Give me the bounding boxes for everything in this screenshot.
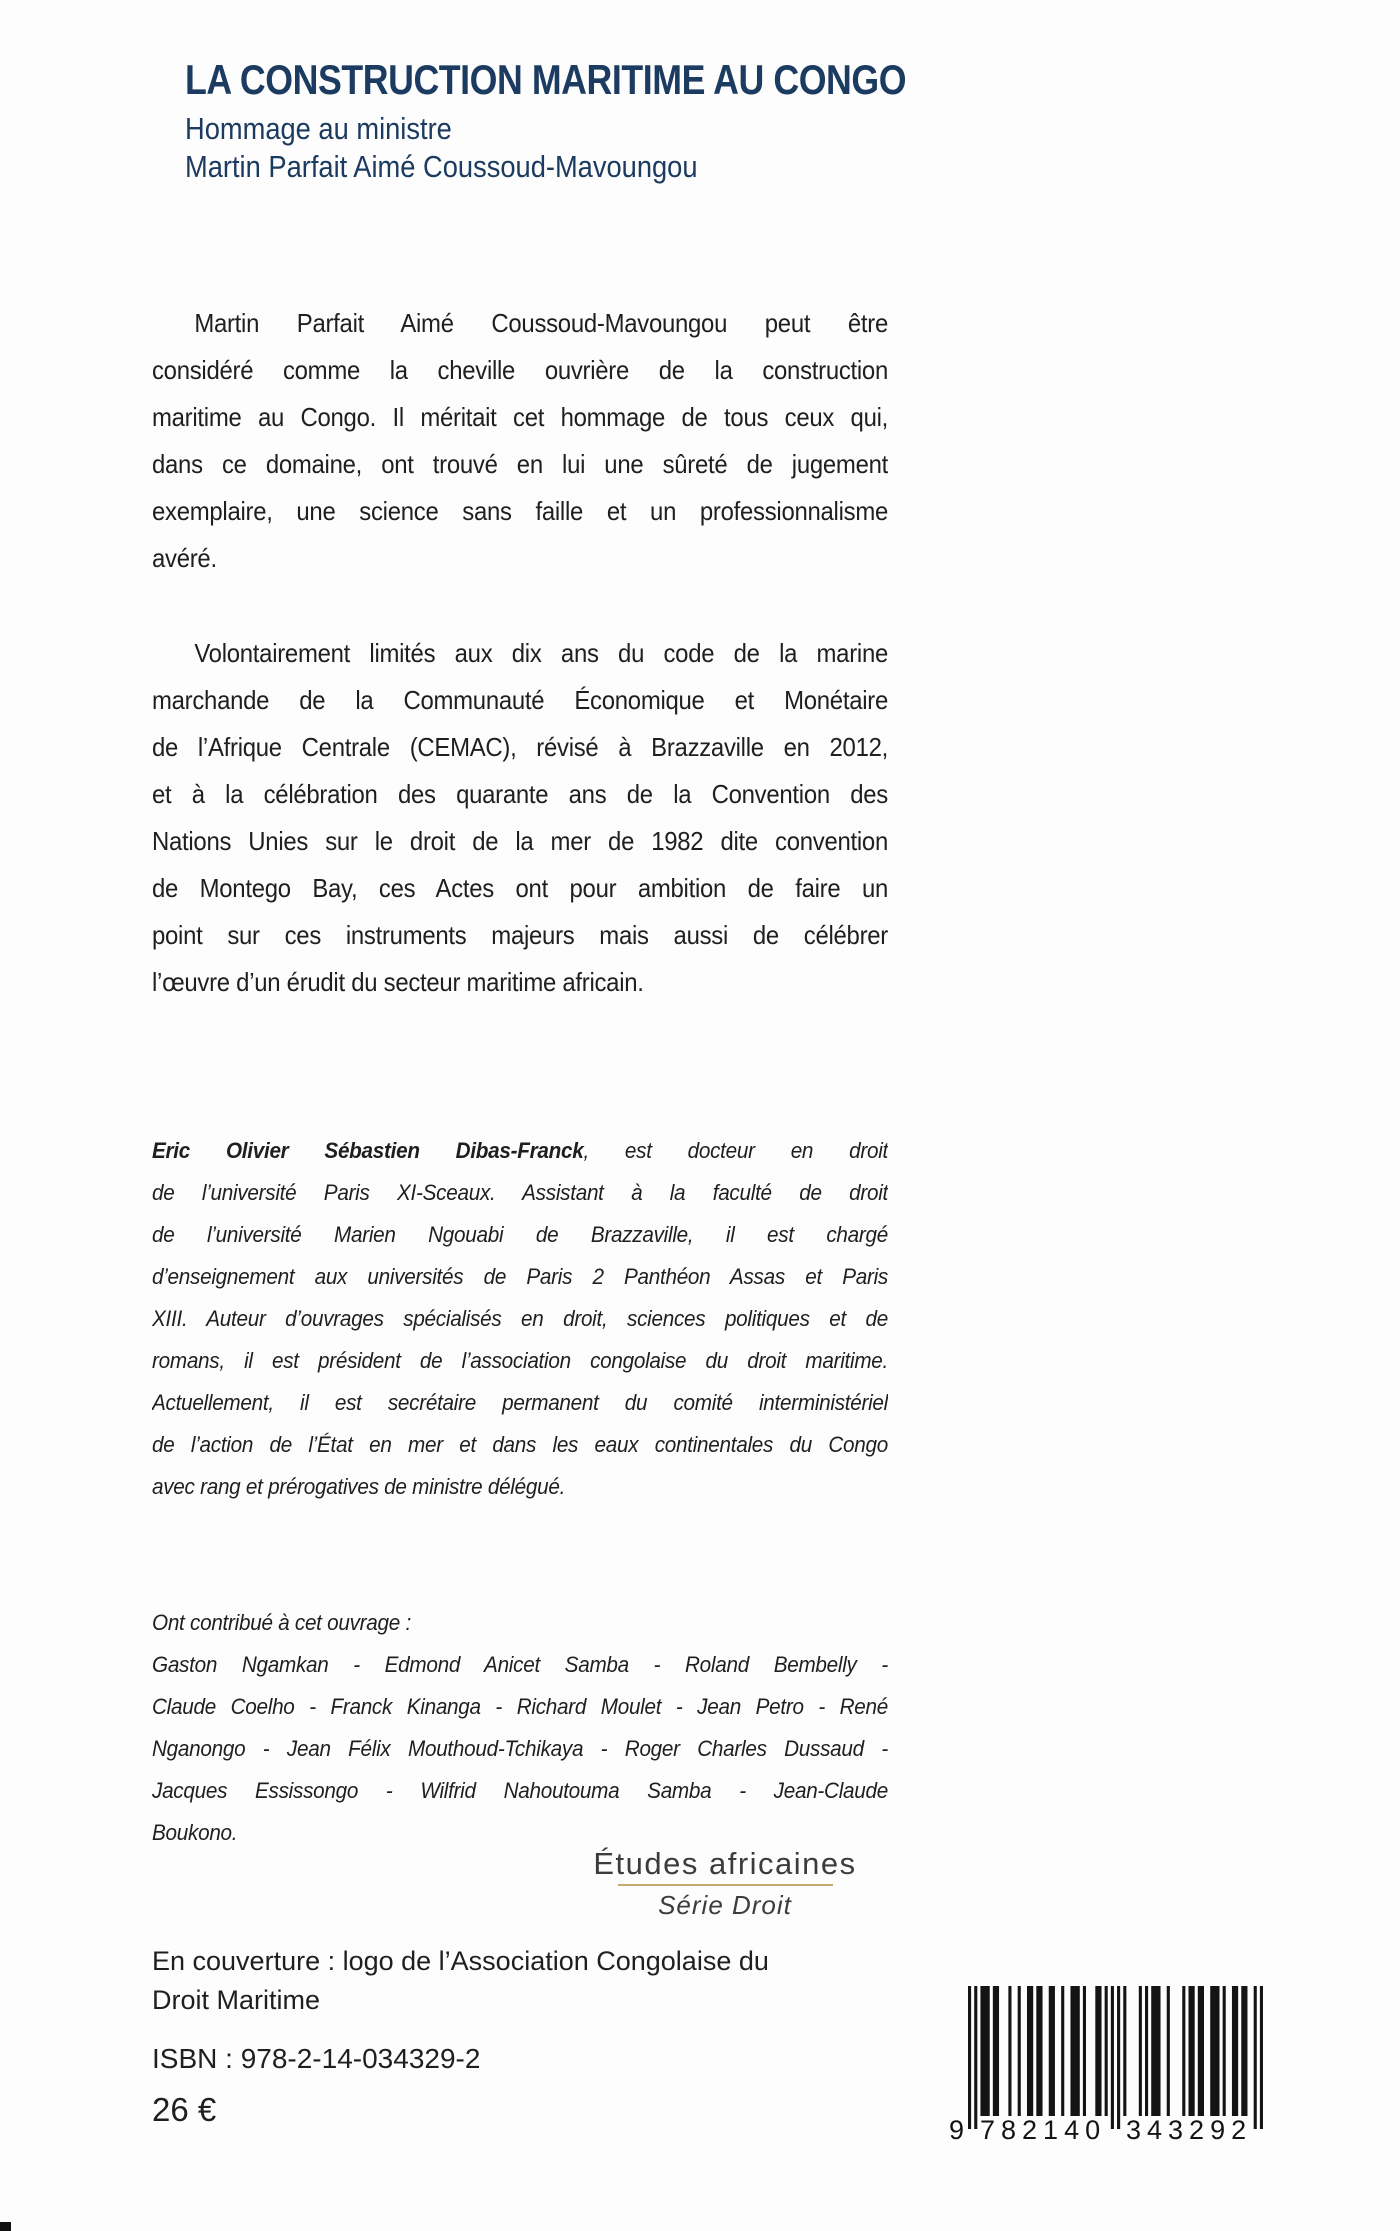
- text-line: Droit Maritime: [152, 1985, 321, 2015]
- page-title-text: LA CONSTRUCTION MARITIME AU CONGO: [185, 56, 907, 103]
- collection-name: Études africaines: [593, 1846, 857, 1881]
- text-line: Eric Olivier Sébastien Dibas-Franck, est docteur en droit: [152, 1138, 888, 1163]
- text-line: En couverture : logo de l’Association Congolaise du: [152, 1946, 769, 1976]
- author-bio: [152, 1130, 888, 1508]
- text-line: de l’université Marien Ngouabi de Brazzaville, il est chargé: [152, 1222, 888, 1247]
- synopsis-paragraph-1: [152, 300, 888, 582]
- collection-mark: [450, 1846, 1000, 1920]
- scan-artifact-mark: [0, 2222, 11, 2231]
- synopsis-paragraph-2: [152, 630, 888, 1006]
- text-line: exemplaire, une science sans faille et un professionnalisme: [152, 496, 888, 526]
- text-line: Nations Unies sur le droit de la mer de 1982 dite convention: [152, 826, 888, 856]
- collection-underline: [618, 1884, 833, 1886]
- text-line: Martin Parfait Aimé Coussoud-Mavoungou peut être: [194, 308, 888, 338]
- subtitle-line-2: Martin Parfait Aimé Coussoud-Mavoungou: [185, 149, 698, 184]
- isbn-text: ISBN : 978-2-14-034329-2: [152, 2043, 481, 2074]
- text-line: Volontairement limités aux dix ans du code de la marine: [194, 638, 888, 668]
- text-line: et à la célébration des quarante ans de la Convention des: [152, 779, 888, 809]
- text-line: de Montego Bay, ces Actes ont pour ambition de faire un: [152, 873, 888, 903]
- subtitle-line-1: Hommage au ministre: [185, 111, 452, 146]
- text-line: de l’action de l’État en mer et dans les eaux continentales du Congo: [152, 1432, 888, 1457]
- barcode-digit-first: 9: [948, 2115, 964, 2145]
- text-line: marchande de la Communauté Économique et Monétaire: [152, 685, 888, 715]
- text-line: Actuellement, il est secrétaire permanent du comité interministériel: [152, 1390, 888, 1415]
- text-line: Nganongo - Jean Félix Mouthoud-Tchikaya - Roger Charles Dussaud -: [152, 1736, 888, 1761]
- text-line: de l’Afrique Centrale (CEMAC), révisé à Brazzaville en 2012,: [152, 732, 888, 762]
- barcode-digits-left: 782140: [980, 2115, 1107, 2145]
- text-line: avéré.: [152, 543, 217, 573]
- barcode-digits-right: 343292: [1126, 2115, 1253, 2145]
- barcode-bars: [968, 1986, 1263, 2129]
- text-line: dans ce domaine, ont trouvé en lui une sûreté de jugement: [152, 449, 888, 479]
- text-line: Boukono.: [152, 1820, 238, 1845]
- header-block: [185, 56, 1033, 186]
- text-line: avec rang et prérogatives de ministre délégué.: [152, 1474, 566, 1499]
- text-line: maritime au Congo. Il méritait cet hommage de tous ceux qui,: [152, 402, 888, 432]
- collection-series: Série Droit: [658, 1890, 792, 1920]
- ean13-barcode: [948, 1986, 1263, 2149]
- cover-note: [152, 1942, 769, 2020]
- text-line: considéré comme la cheville ouvrière de la construction: [152, 355, 888, 385]
- text-line: Gaston Ngamkan - Edmond Anicet Samba - Roland Bembelly -: [152, 1652, 888, 1677]
- text-line: Claude Coelho - Franck Kinanga - Richard Moulet - Jean Petro - René: [152, 1694, 888, 1719]
- contributors-heading: Ont contribué à cet ouvrage :: [152, 1610, 411, 1635]
- barcode-digits: [948, 2115, 1263, 2149]
- text-line: d’enseignement aux universités de Paris 2 Panthéon Assas et Paris: [152, 1264, 888, 1289]
- text-line: XIII. Auteur d’ouvrages spécialisés en droit, sciences politiques et de: [152, 1306, 888, 1331]
- text-line: Jacques Essissongo - Wilfrid Nahoutouma Samba - Jean-Claude: [152, 1778, 888, 1803]
- contributors-list: [152, 1644, 888, 1854]
- page-title: [185, 56, 1033, 104]
- text-line: de l’université Paris XI-Sceaux. Assistant à la faculté de droit: [152, 1180, 888, 1205]
- contributors-block: [152, 1602, 888, 1854]
- text-line: point sur ces instruments majeurs mais aussi de célébrer: [152, 920, 888, 950]
- text-line: l’œuvre d’un érudit du secteur maritime africain.: [152, 967, 644, 997]
- price-text: 26 €: [152, 2091, 217, 2128]
- text-line: romans, il est président de l’association congolaise du droit maritime.: [152, 1348, 888, 1373]
